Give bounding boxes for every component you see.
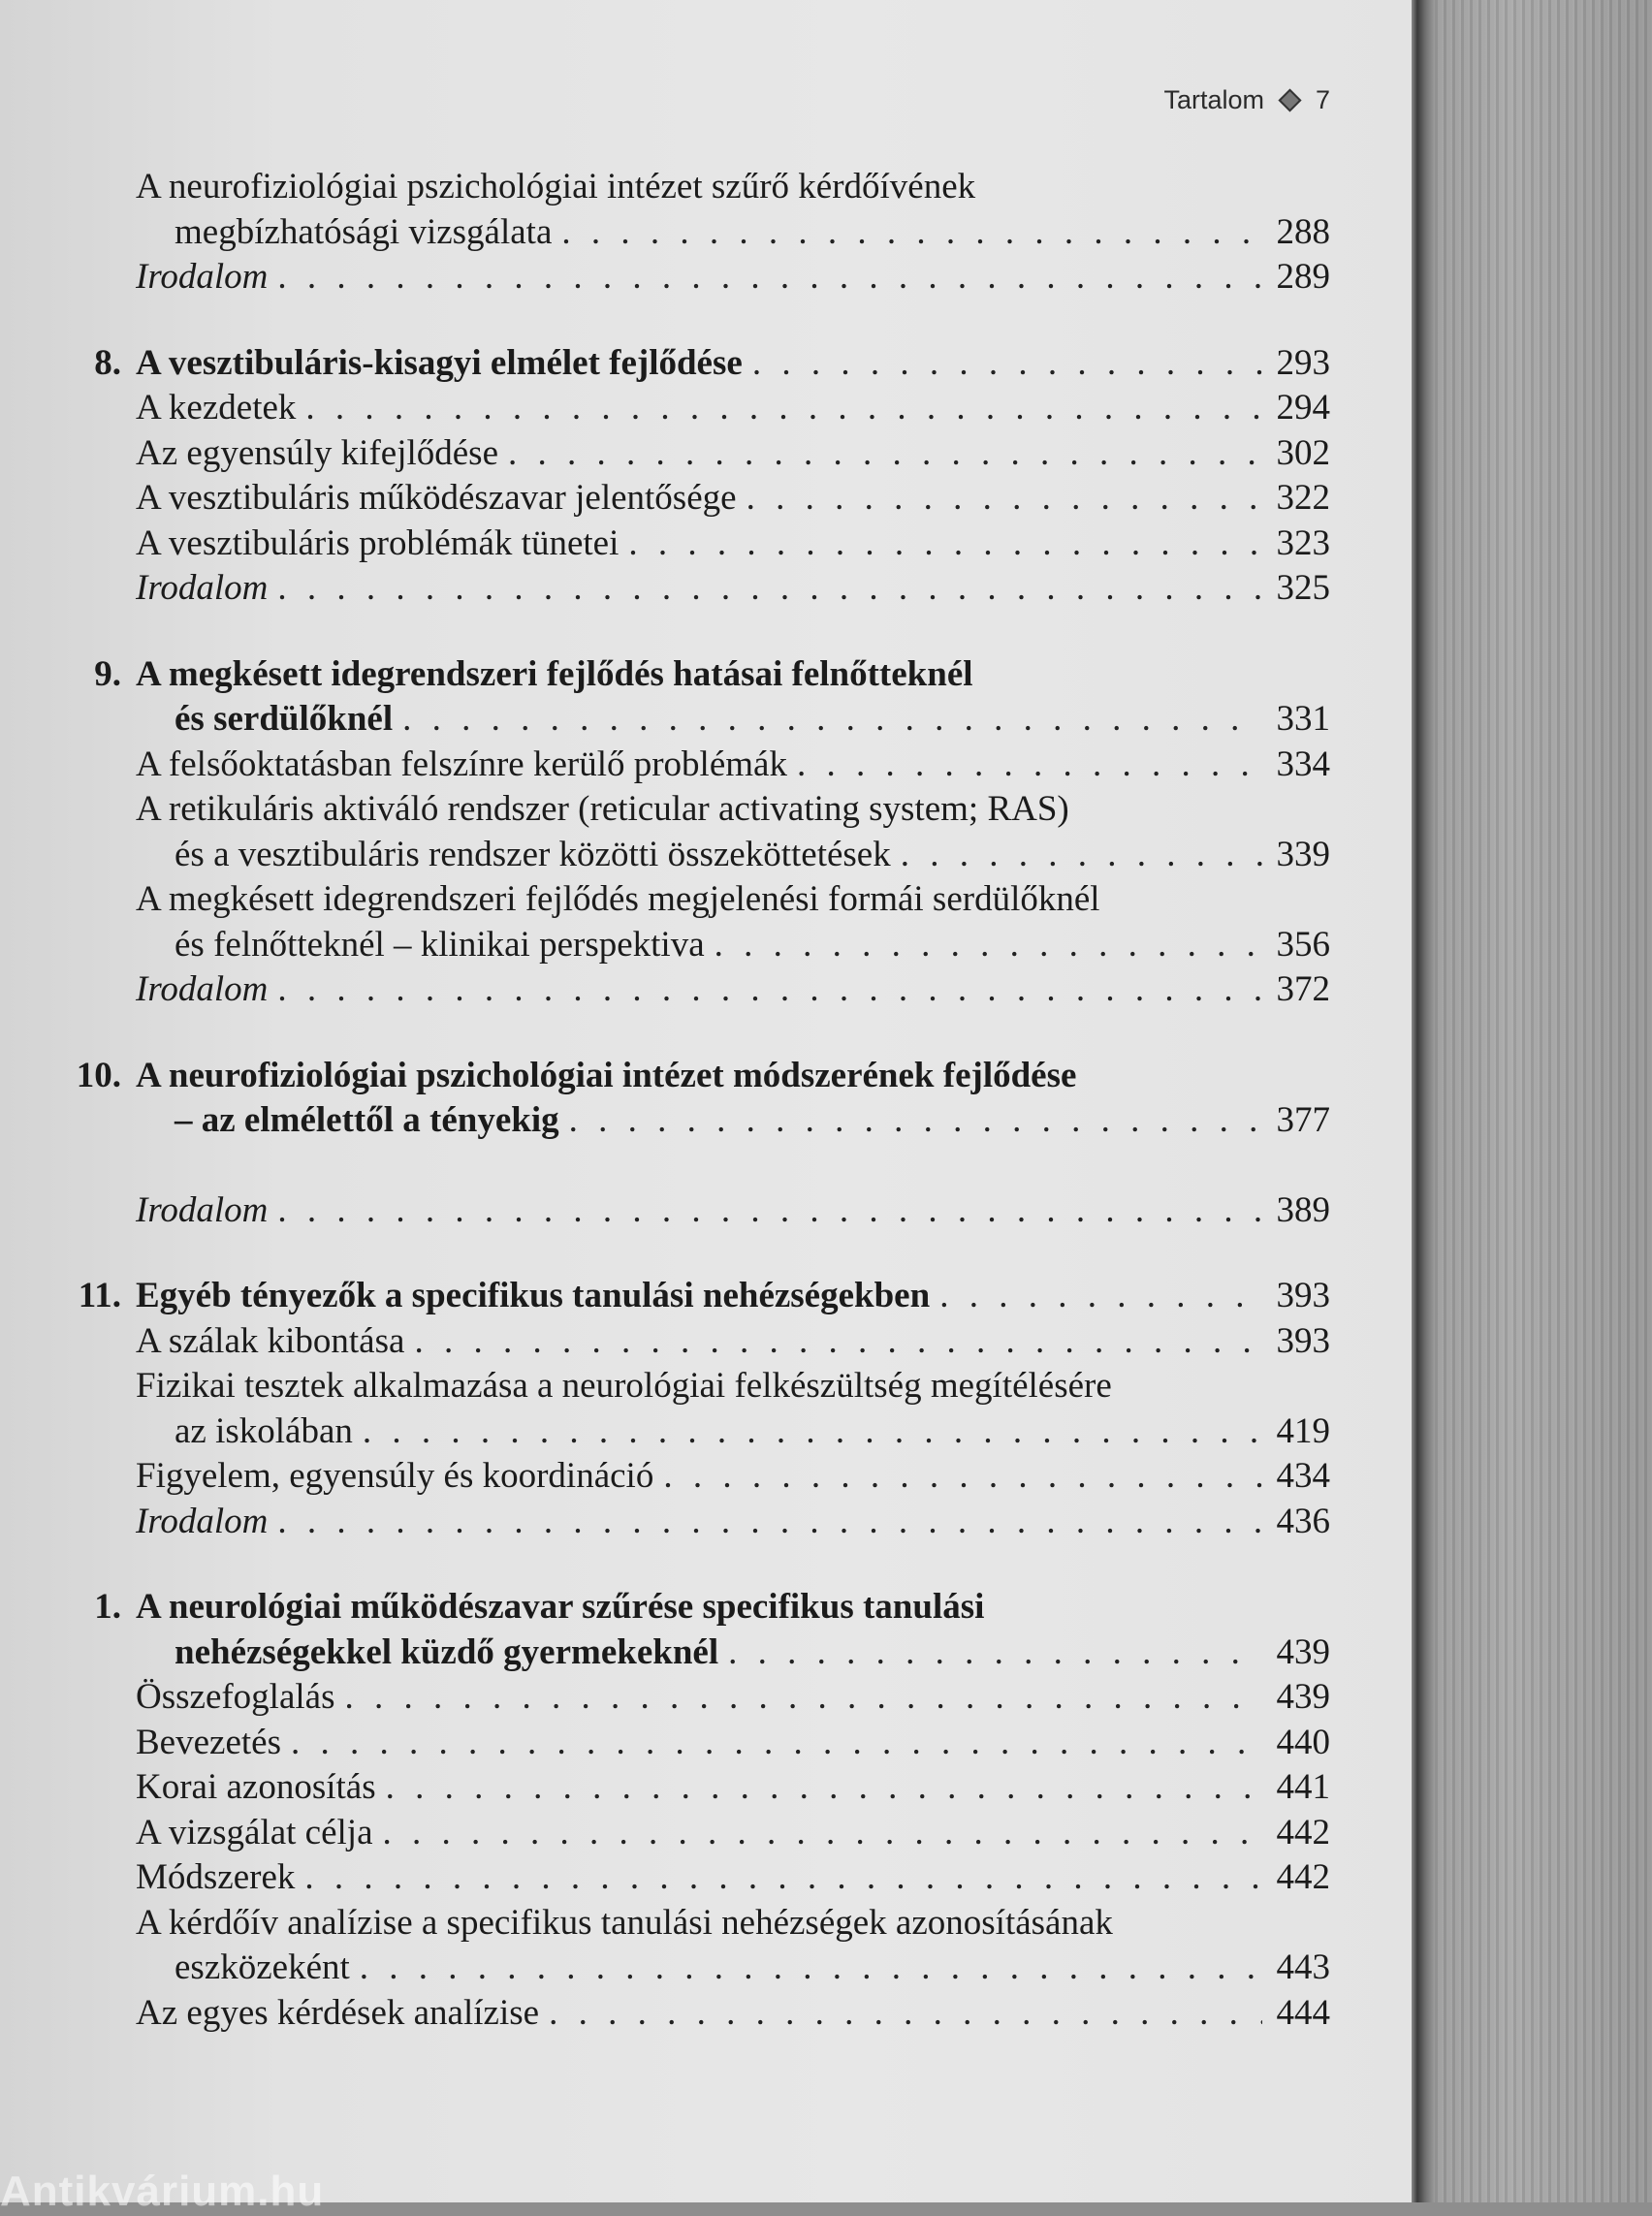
toc-page-number: 302: [1276, 432, 1330, 473]
toc-entry[interactable]: [58, 1855, 1330, 1901]
dot-leader: [549, 1991, 1262, 2037]
toc-entry[interactable]: [58, 1901, 1330, 1991]
toc-section: [58, 1054, 1330, 1234]
toc-entry[interactable]: [58, 1585, 1330, 1675]
toc-entry-title: Korai azonosítás: [136, 1767, 376, 1807]
toc-page-number: 356: [1276, 924, 1330, 965]
chapter-number: 10.: [76, 1055, 121, 1095]
toc-entry[interactable]: [58, 1991, 1330, 2037]
toc-entry[interactable]: [58, 1188, 1330, 1234]
dot-leader: [508, 431, 1262, 477]
dot-leader: [561, 210, 1262, 256]
toc-entry[interactable]: [58, 1500, 1330, 1545]
chapter-number: 8.: [94, 342, 121, 383]
toc-entry[interactable]: [58, 1274, 1330, 1319]
toc-entry-title: Irodalom: [136, 1501, 269, 1541]
toc-entry-title: A retikuláris aktiváló rendszer (reticular activating system; RAS): [136, 789, 1069, 829]
toc-page-number: 442: [1276, 1812, 1330, 1852]
dot-leader: [291, 1721, 1262, 1766]
dot-leader: [402, 697, 1262, 743]
toc-page-number: 439: [1276, 1677, 1330, 1717]
toc-section: [58, 165, 1330, 301]
dot-leader: [747, 476, 1262, 522]
toc-page-number: 288: [1276, 211, 1330, 252]
dot-leader: [305, 386, 1262, 431]
toc-section: [58, 1585, 1330, 2036]
toc-page-number: 323: [1276, 522, 1330, 563]
watermark: Antikvárium.hu: [0, 2168, 325, 2215]
toc-page-number: 440: [1276, 1722, 1330, 1762]
dot-leader: [345, 1675, 1263, 1721]
toc-entry-title: eszközeként: [175, 1947, 350, 1987]
toc-page-number: 334: [1276, 744, 1330, 784]
dot-leader: [569, 1098, 1262, 1144]
toc-entry[interactable]: [58, 522, 1330, 567]
chapter-number: 1.: [94, 1587, 121, 1627]
toc-entry-title: Figyelem, egyensúly és koordináció: [136, 1456, 654, 1496]
toc-page-number: 331: [1276, 699, 1330, 739]
dot-leader: [277, 967, 1262, 1013]
running-head-title: Tartalom: [1163, 85, 1264, 114]
toc-entry-title: és a vesztibuláris rendszer közötti összeköttetések: [175, 834, 891, 874]
dot-leader: [386, 1765, 1262, 1811]
toc-entry-title: A neurológiai működészavar szűrése specifikus tanulási: [136, 1587, 985, 1627]
toc-page-number: 294: [1276, 388, 1330, 427]
toc-entry[interactable]: [58, 1454, 1330, 1500]
toc-entry-title: – az elmélettől a tényekig: [175, 1100, 559, 1140]
dot-leader: [752, 341, 1262, 387]
toc-entry-title: Irodalom: [136, 568, 269, 608]
toc-entry-title: A neurofiziológiai pszichológiai intézet szűrő kérdőívének: [136, 167, 976, 206]
toc-page-number: 442: [1276, 1857, 1330, 1897]
toc-entry-title: nehézségekkel küzdő gyermekeknél: [175, 1631, 719, 1672]
toc-entry[interactable]: [58, 1811, 1330, 1856]
page-number: 7: [1315, 85, 1330, 114]
dot-leader: [277, 566, 1262, 612]
toc-entry[interactable]: [58, 476, 1330, 522]
dot-leader: [277, 1188, 1262, 1234]
toc-entry[interactable]: [58, 652, 1330, 743]
table-of-contents: [58, 165, 1330, 2076]
toc-entry-title: A megkésett idegrendszeri fejlődés megjelenési formái serdülőknél: [136, 879, 1100, 919]
toc-entry-title: megbízhatósági vizsgálata: [175, 211, 553, 252]
running-head: [1163, 85, 1330, 115]
toc-entry-title: Összefoglalás: [136, 1677, 335, 1717]
toc-page-number: 289: [1276, 257, 1330, 297]
toc-entry-title: és serdülőknél: [175, 699, 394, 739]
toc-section: [58, 341, 1330, 612]
dot-leader: [363, 1409, 1262, 1455]
toc-entry-title: Az egyes kérdések analízise: [136, 1992, 540, 2033]
toc-entry-title: A megkésett idegrendszeri fejlődés hatásai felnőtteknél: [136, 653, 973, 694]
diamond-icon: [1278, 88, 1301, 111]
toc-entry[interactable]: [58, 431, 1330, 477]
dot-leader: [360, 1946, 1262, 1991]
toc-page-number: 439: [1276, 1631, 1330, 1672]
toc-entry-title: Bevezetés: [136, 1722, 281, 1762]
toc-entry[interactable]: [58, 967, 1330, 1013]
toc-entry[interactable]: [58, 1319, 1330, 1365]
toc-entry[interactable]: [58, 1721, 1330, 1766]
toc-page-number: 377: [1276, 1100, 1330, 1140]
toc-entry-title: A kérdőív analízise a specifikus tanulási nehézségek azonosításának: [136, 1902, 1113, 1943]
dot-leader: [715, 923, 1262, 968]
toc-entry[interactable]: [58, 341, 1330, 387]
toc-entry-title: A vesztibuláris problémák tünetei: [136, 522, 620, 563]
toc-entry[interactable]: [58, 743, 1330, 788]
toc-entry[interactable]: [58, 386, 1330, 431]
toc-page-number: 443: [1276, 1947, 1330, 1987]
toc-page-number: 339: [1276, 834, 1330, 874]
toc-entry-title: A vizsgálat célja: [136, 1812, 373, 1852]
toc-entry-title: Módszerek: [136, 1857, 296, 1897]
dot-leader: [414, 1319, 1262, 1365]
toc-entry-title: Az egyensúly kifejlődése: [136, 432, 498, 473]
toc-entry-title: Irodalom: [136, 257, 269, 297]
toc-page-number: 419: [1276, 1410, 1330, 1451]
toc-page-number: 393: [1276, 1276, 1330, 1315]
toc-page-number: 293: [1276, 342, 1330, 383]
toc-entry-title: Egyéb tényezők a specifikus tanulási nehézségekben: [136, 1276, 931, 1315]
chapter-number: 11.: [78, 1276, 121, 1315]
toc-entry-title: Irodalom: [136, 969, 269, 1009]
dot-leader: [797, 743, 1262, 788]
toc-entry[interactable]: [58, 165, 1330, 255]
toc-entry-title: és felnőtteknél – klinikai perspektiva: [175, 924, 705, 965]
toc-entry-title: A kezdetek: [136, 388, 297, 427]
dot-leader: [277, 255, 1262, 301]
toc-page-number: 325: [1276, 568, 1330, 608]
toc-entry[interactable]: [58, 1675, 1330, 1721]
toc-page-number: 389: [1276, 1189, 1330, 1230]
toc-entry[interactable]: [58, 566, 1330, 612]
toc-entry-title: Fizikai tesztek alkalmazása a neurológiai felkészültség megítélésére: [136, 1366, 1112, 1406]
wood-background: [1415, 0, 1652, 2202]
toc-entry-title: az iskolában: [175, 1410, 353, 1451]
dot-leader: [939, 1274, 1262, 1319]
toc-page-number: 322: [1276, 478, 1330, 518]
toc-entry[interactable]: [58, 877, 1330, 967]
dot-leader: [628, 522, 1262, 567]
toc-page-number: 441: [1276, 1767, 1330, 1807]
toc-entry-title: A vesztibuláris működészavar jelentősége: [136, 478, 737, 518]
toc-entry[interactable]: [58, 1364, 1330, 1454]
toc-entry[interactable]: [58, 787, 1330, 877]
dot-leader: [304, 1855, 1262, 1901]
chapter-number: 9.: [94, 653, 121, 694]
toc-entry-title: A vesztibuláris-kisagyi elmélet fejlődése: [136, 342, 743, 383]
toc-section: [58, 1274, 1330, 1544]
toc-entry-title: A szálak kibontása: [136, 1320, 405, 1361]
dot-leader: [663, 1454, 1262, 1500]
toc-page-number: 393: [1276, 1320, 1330, 1361]
dot-leader: [728, 1630, 1262, 1676]
toc-entry-title: Irodalom: [136, 1189, 269, 1230]
toc-page-number: 372: [1276, 969, 1330, 1009]
toc-entry-title: A neurofiziológiai pszichológiai intézet módszerének fejlődése: [136, 1055, 1077, 1095]
toc-page-number: 434: [1276, 1456, 1330, 1496]
dot-leader: [901, 833, 1262, 878]
toc-section: [58, 652, 1330, 1013]
dot-leader: [277, 1500, 1262, 1545]
toc-entry[interactable]: [58, 255, 1330, 301]
toc-entry-title: A felsőoktatásban felszínre kerülő problémák: [136, 744, 787, 784]
toc-page-number: 444: [1276, 1992, 1330, 2033]
dot-leader: [383, 1811, 1262, 1856]
toc-entry[interactable]: [58, 1054, 1330, 1144]
toc-page-number: 436: [1276, 1501, 1330, 1541]
toc-entry[interactable]: [58, 1765, 1330, 1811]
